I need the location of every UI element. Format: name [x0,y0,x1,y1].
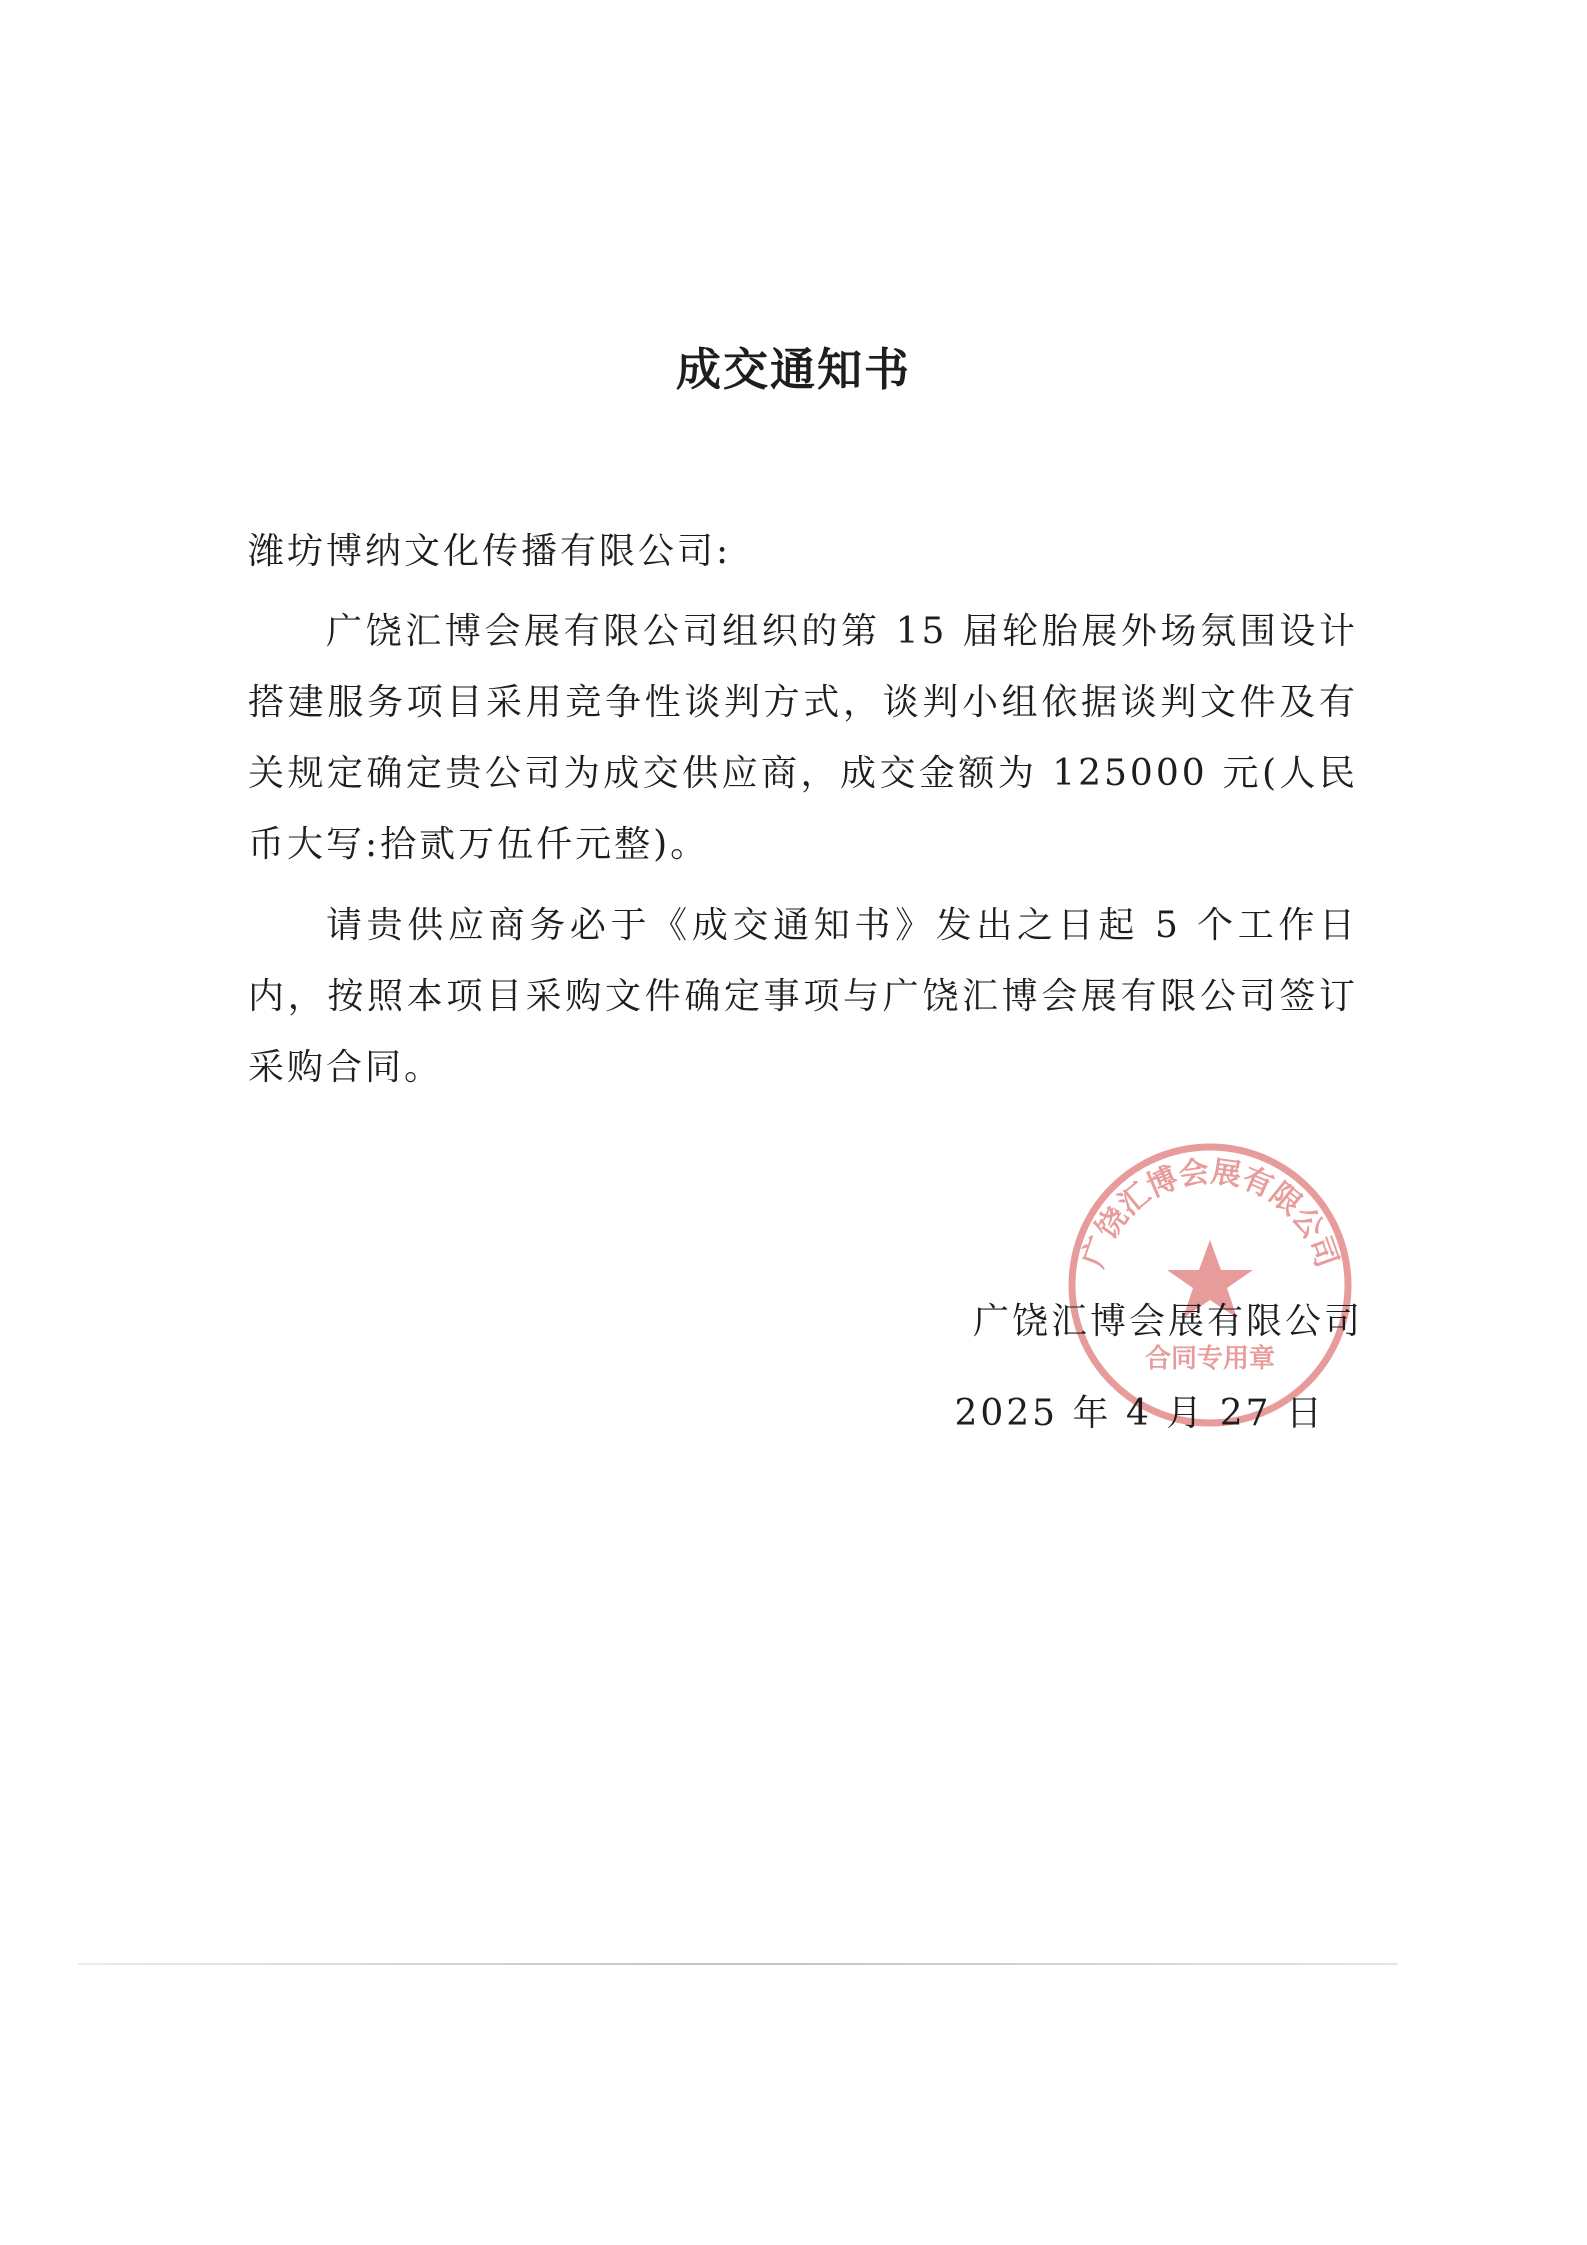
page-fold-line [78,1963,1398,1965]
document-title: 成交通知书 [675,343,911,396]
body-paragraph-2: 请贵供应商务必于《成交通知书》发出之日起 5 个工作日内，按照本项目采购文件确定事项与广饶汇博会展有限公司签订采购合同。 [248,905,1358,1088]
signature-date: 2025 年 4 月 27 日 [954,1393,1325,1434]
document-body [248,596,1358,1103]
seal-center-text: 合同专用章 [1144,1344,1276,1374]
recipient-line: 潍坊博纳文化传播有限公司: [248,531,732,572]
body-paragraph-1: 广饶汇博会展有限公司组织的第 15 届轮胎展外场氛围设计搭建服务项目采用竞争性谈判方式，谈判小组依据谈判文件及有关规定确定贵公司为成交供应商，成交金额为 125000 元(人民币大写:拾贰万伍仟元整)。 [248,611,1358,865]
seal-ring-text: 广饶汇博会展有限公司 [1075,1154,1345,1273]
signature-company: 广饶汇博会展有限公司 [972,1301,1363,1342]
